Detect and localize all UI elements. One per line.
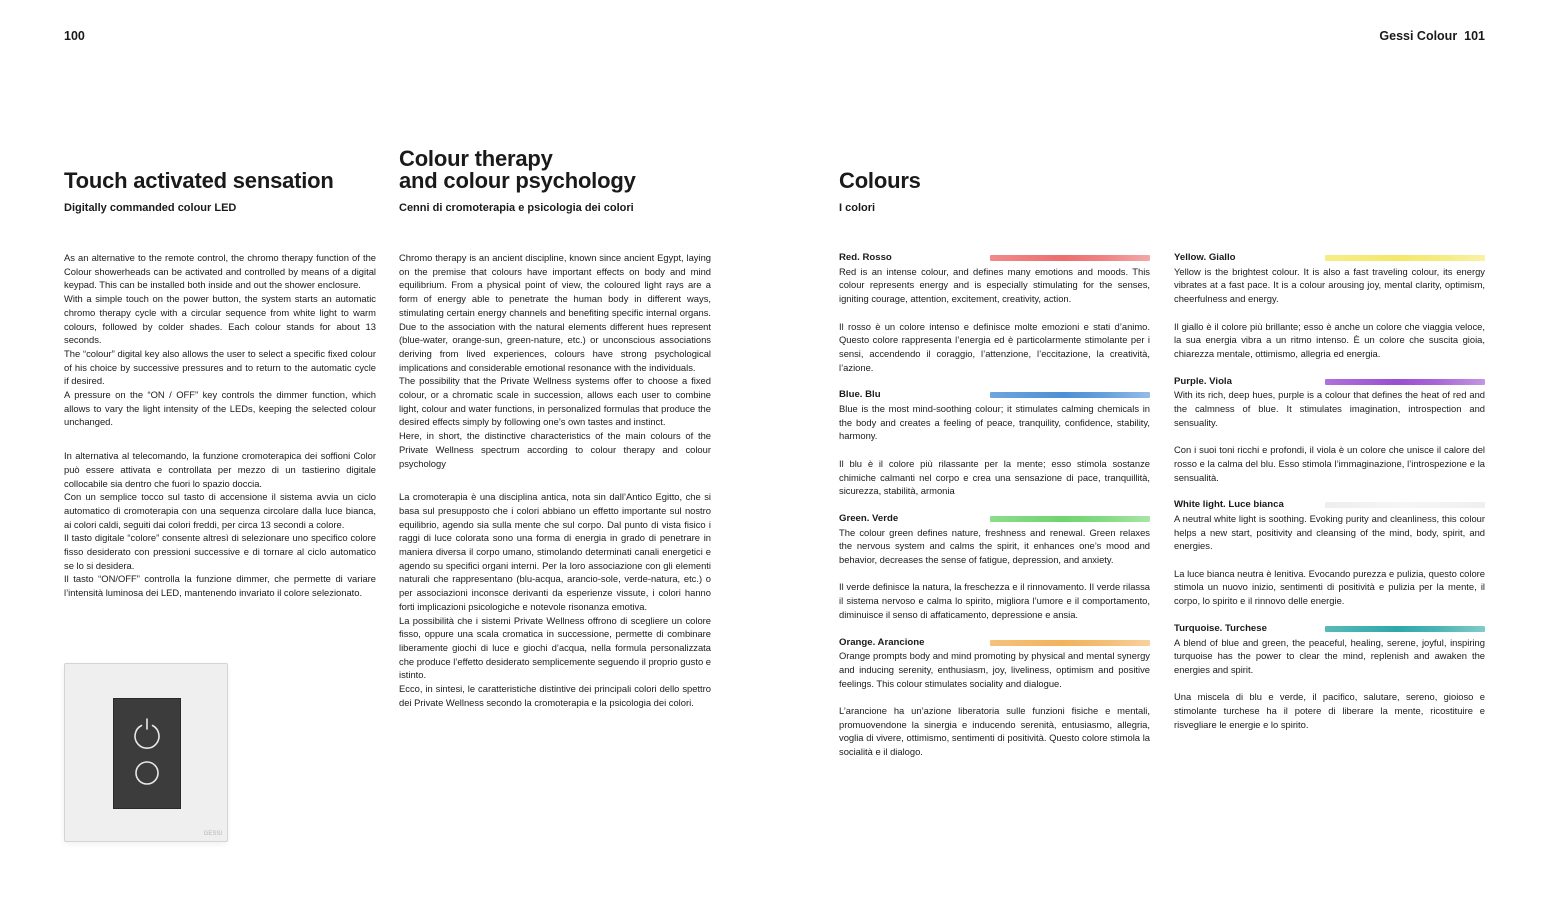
touch-it-paragraph: Con un semplice tocco sul tasto di accensione il sistema avvia un ciclo automatico di cromoterapia con una sequenza circolare dalla luce bianca, ai colori caldi, seguiti dai colori freddi, per circa 13 secondi a colore. — [64, 491, 376, 530]
touch-en-paragraph: With a simple touch on the power button, the system starts an automatic chromo therapy cycle with a circular sequence from white light to warm colours, followed by colder shades. Each colour stands for about 13 seconds. — [64, 293, 376, 346]
power-icon — [135, 719, 159, 748]
colour-it-text: La luce bianca neutra è lenitiva. Evocando purezza e pulizia, questo colore stimola un nuovo inizio, sentimenti di positività e pulizia per la mente, il corpo, lo spirito e il rinnovo delle energie. — [1174, 567, 1485, 607]
touch-text-column — [64, 251, 376, 600]
colour-en-text: The colour green defines nature, freshness and renewal. Green relaxes the nervous system and calms the spirit, it enhances one’s mood and behavior, decreases the sense of fatigue, depression, and anxiety. — [839, 526, 1150, 566]
colour-it-text: Il blu è il colore più rilassante per la mente; esso stimola sostanze chimiche calmanti nel corpo e crea una sensazione di pace, tranquillità, sicurezza, stabilità, armonia — [839, 457, 1150, 497]
colour-swatch-bar — [1325, 255, 1485, 261]
colour-heading: Purple. Viola — [1174, 375, 1485, 389]
colour-entry-green — [839, 512, 1150, 622]
colour-swatch-bar — [1325, 379, 1485, 385]
colour-en-text: A neutral white light is soothing. Evoking purity and cleanliness, this colour helps a new start, positivity and cleansing of the mind, body, spirit, and energies. — [1174, 512, 1485, 552]
colour-it-text: Il giallo è il colore più brillante; esso è anche un colore che viaggia veloce, la sua energia vibra a un ritmo intenso. È un colore che suscita gioia, chiarezza mentale, ottimismo, allegria ed energia. — [1174, 320, 1485, 359]
left-page-number: 100 — [64, 29, 85, 43]
therapy-text-column — [399, 251, 711, 710]
colour-entry-orange — [839, 636, 1150, 759]
colour-heading: White light. Luce bianca — [1174, 498, 1485, 512]
colours-subtitle: I colori — [839, 202, 876, 214]
colour-heading: Green. Verde — [839, 512, 1150, 526]
touch-subtitle: Digitally commanded colour LED — [64, 202, 237, 214]
touch-en-paragraph: The “colour” digital key also allows the user to select a specific fixed colour of his choice by successive pressures and to return to the automatic cycle if desired. — [64, 347, 376, 387]
running-header-title: Gessi Colour — [1379, 29, 1458, 43]
colour-en-text: A blend of blue and green, the peaceful, healing, serene, joyful, inspiring turquoise has the power to clear the mind, replenish and awaken the energies and spirit. — [1174, 636, 1485, 675]
colour-it-text: L’arancione ha un’azione liberatoria sulle funzioni fisiche e mentali, promuovendone la sinergia e inducendo serenità, entusiasmo, allegria, voglia di vivere, ottimismo, sentimenti di positività. Questo colore stimola la socialità e il dialogo. — [839, 705, 1150, 758]
colour-entry-white — [1174, 498, 1485, 608]
therapy-en-paragraph: Here, in short, the distinctive characteristics of the main colours of the Private Wellness spectrum according to colour therapy and colour psychology — [399, 430, 711, 469]
keypad-image — [64, 663, 228, 842]
colour-heading: Red. Rosso — [839, 251, 1150, 265]
colours-title: Colours — [839, 168, 921, 193]
keypad-panel — [113, 698, 181, 809]
touch-en-paragraph: A pressure on the “ON / OFF” key controls the dimmer function, which allows to vary the light intensity of the LEDs, keeping the selected colour unchanged. — [64, 389, 376, 428]
colour-entry-blue — [839, 388, 1150, 498]
colour-it-text: Il verde definisce la natura, la freschezza e il rinnovamento. Il verde rilassa il sistema nervoso e calma lo spirito, migliora l’umore e il comportamento, diminuisce il senso di affaticamento, depressione e ansia. — [839, 581, 1150, 620]
colour-entry-red — [839, 251, 1150, 374]
touch-it-paragraph: Il tasto digitale “colore” consente altresì di selezionare uno specifico colore fisso desiderato con pressioni successive e di tornare al ciclo automatico se lo si desidera. — [64, 532, 376, 571]
colour-swatch-bar — [990, 255, 1150, 261]
colour-heading: Turquoise. Turchese — [1174, 622, 1485, 636]
colour-en-text: Yellow is the brightest colour. It is also a fast traveling colour, its energy vibrates at a fast pace. It is a colour arousing joy, mental clarity, optimism, cheerfulness and energy. — [1174, 265, 1485, 305]
colour-heading: Orange. Arancione — [839, 636, 1150, 650]
keypad-logo: GESSI — [203, 831, 222, 837]
colour-swatch-bar — [990, 392, 1150, 398]
therapy-it-paragraph: La cromoterapia è una disciplina antica, nota sin dall’Antico Egitto, che si basa sul presupposto che i colori abbiano un effetto importante sul nostro equilibrio, agendo sia sulla mente che sul corpo. Dal punto di vista fisico i raggi di luce colorata sono una forma di energia in grado di penetrare in maniera diversa il corpo umano, stimolando determinati canali energetici e agendo su specifici organi interni. Per la loro associazione con gli elementi naturali che rappresentano (blu-acqua, arancio-sole, verde-natura, etc.) o per associazioni inconsce derivanti da esperienze vissute, i colori hanno forti implicazioni psicologiche e notevole risonanza emotiva. — [399, 491, 711, 612]
therapy-title-line2: and colour psychology — [399, 168, 636, 193]
touch-it-paragraph: Il tasto “ON/OFF” controlla la funzione dimmer, che permette di variare l’intensità luminosa dei LED, mantenendo invariato il colore selezionato. — [64, 573, 376, 599]
colour-entry-yellow — [1174, 251, 1485, 361]
colour-swatch-bar — [990, 640, 1150, 646]
colours-column-right — [1174, 251, 1485, 745]
colour-en-text: Blue is the most mind-soothing colour; it stimulates calming chemicals in the body and creates a feeling of peace, tranquility, confidence, stability, harmony. — [839, 403, 1150, 442]
colour-swatch-bar — [990, 516, 1150, 522]
running-header — [1379, 29, 1485, 43]
colour-it-text: Il rosso è un colore intenso e definisce molte emozioni e stati d’animo. Questo colore rappresenta l’energia ed è particolarmente stimolante per i sensi, accendendo il coraggio, l’attenzione, l’eccitazione, la creatività, l’azione. — [839, 320, 1150, 373]
therapy-en-paragraph: The possibility that the Private Wellness systems offer to choose a fixed colour, or a chromatic scale in succession, allows each user to combine light, colour and water functions, in personalized formulas that produce the desired effects simply by following one’s own tastes and instinct. — [399, 375, 711, 428]
colour-en-text: With its rich, deep hues, purple is a colour that defines the heat of red and the calmness of blue. It stimulates imagination, introspection and sensuality. — [1174, 389, 1485, 428]
circle-icon — [136, 762, 158, 784]
touch-title: Touch activated sensation — [64, 168, 334, 193]
colour-it-text: Con i suoi toni ricchi e profondi, il viola è un colore che unisce il calore del rosso e la calma del blu. Esso stimola l’immaginazione, l’introspezione e la sensualità. — [1174, 444, 1485, 483]
therapy-subtitle: Cenni di cromoterapia e psicologia dei colori — [399, 202, 634, 214]
therapy-it-paragraph: La possibilità che i sistemi Private Wellness offrono di scegliere un colore fisso, oppure una scala cromatica in successione, permette di combinare liberamente giochi di luce e giochi d’acqua, nella formula personalizzata che produce l’effetto desiderato semplicemente seguendo il proprio gusto e istinto. — [399, 614, 712, 681]
colour-swatch-bar — [1325, 626, 1485, 632]
colours-column-left — [839, 251, 1150, 773]
colour-entry-turquoise — [1174, 622, 1485, 732]
colour-en-text: Orange prompts body and mind promoting by physical and mental synergy and inducing serenity, enthusiasm, joy, liveliness, optimism and positive feelings. This colour stimulates sociality and dialogue. — [839, 650, 1150, 689]
therapy-title — [399, 148, 729, 192]
touch-en-paragraph: As an alternative to the remote control, the chromo therapy function of the Colour showerheads can be activated and controlled by means of a digital keypad. This can be installed both inside and out the shower enclosure. — [64, 252, 376, 291]
colour-en-text: Red is an intense colour, and defines many emotions and moods. This colour represents energy and is especially stimulating for the senses, igniting courage, attention, excitement, creativity, action. — [839, 265, 1150, 305]
colour-entry-purple — [1174, 375, 1485, 485]
colour-heading: Blue. Blu — [839, 388, 1150, 402]
therapy-it-paragraph: Ecco, in sintesi, le caratteristiche distintive dei principali colori dello spettro dei Private Wellness secondo la cromoterapia e la psicologia dei colori. — [399, 683, 711, 708]
therapy-title-line1: Colour therapy — [399, 146, 553, 171]
colour-it-text: Una miscela di blu e verde, il pacifico, salutare, sereno, gioioso e stimolante turchese ha il potere di liberare la mente, ricostituire e risvegliare le energie e lo spirito. — [1174, 691, 1485, 730]
colour-heading: Yellow. Giallo — [1174, 251, 1485, 265]
touch-it-paragraph: In alternativa al telecomando, la funzione cromoterapica dei soffioni Color può essere attivata e controllata per mezzo di un tastierino digitale collocabile sia dentro che fuori lo spazio doccia. — [64, 450, 376, 489]
therapy-en-paragraph: Chromo therapy is an ancient discipline, known since ancient Egypt, laying on the premise that colours have important effects on body and mind equilibrium. From a physical point of view, the coloured light rays are a form of energy able to penetrate the human body in different ways, stimulating certain energy channels and benefiting specific internal organs. Due to the association with the natural elements different hues represent (blue-water, orange-sun, green-nature, etc.) or unconscious associations deriving from lived experiences, colours have strong psychological implications and considerable emotional resonance with the individuals. — [399, 252, 711, 373]
right-page-number: 101 — [1464, 29, 1485, 43]
colour-swatch-bar — [1325, 502, 1485, 508]
